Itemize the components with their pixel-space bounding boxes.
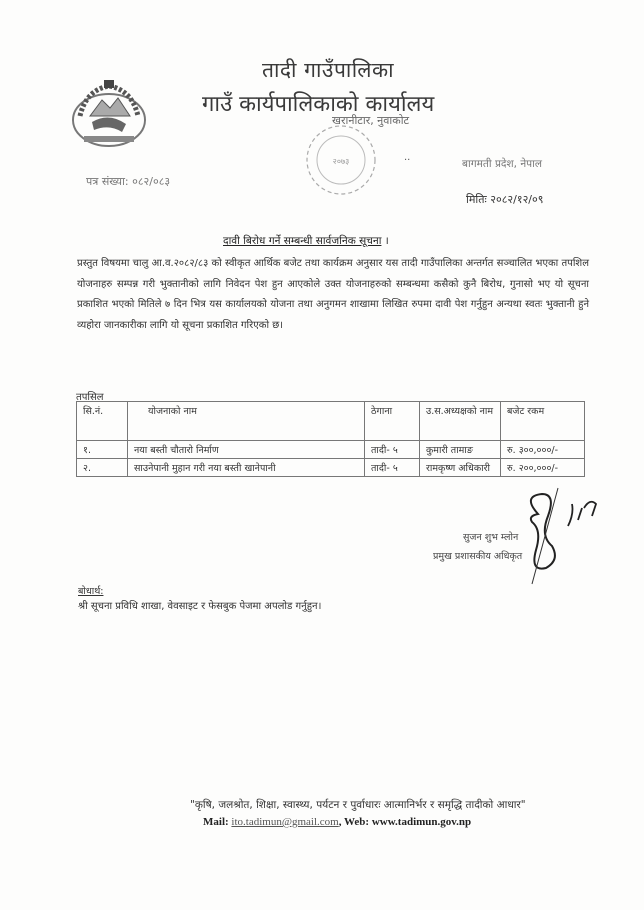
cc-label: बोधार्थ: — [78, 586, 104, 597]
footer-motto: "कृषि, जलश्रोत, शिक्षा, स्वास्थ्य, पर्यटन र पुर्वाधारः आत्मानिर्भर र समृद्धि तादीको आधार" — [190, 799, 526, 811]
signatory-title: प्रमुख प्रशासकीय अधिकृत — [433, 551, 523, 562]
cell-budget: रु. ३००,०००/- — [501, 441, 585, 459]
table-header-row — [77, 402, 585, 441]
cell-chairperson: कुमारी तामाङ — [420, 441, 501, 459]
body-paragraph: प्रस्तुत विषयमा चालु आ.व.२०८२/८३ को स्वीकृत आर्थिक बजेट तथा कार्यक्रम अनुसार यस तादी गाउँपालिका अन्तर्गत सञ्चालित भएका तपशिल योजनाहरु सम्पन्न गरी भुक्तानीको लागि निवेदन पेश हुन आएकोले उक्त योजनाहरुको सम्बन्धमा कसैको कुनै बिरोध, गुनासो भए यो सूचना प्रकाशित भएको मितिले ७ दिन भित्र यस कार्यालयको योजना तथा अनुगमन शाखामा लिखित रुपमा दावी पेश गर्नुहुन अन्यथा स्वतः भुक्तानी हुने व्यहोरा जानकारीका लागि यो सूचना प्रकाशित गरिएको छ। — [77, 258, 589, 331]
subject — [223, 234, 389, 248]
municipality-name: तादी गाउँपालिका — [262, 58, 395, 82]
office-name: गाउँ कार्यपालिकाको कार्यालय — [202, 92, 435, 117]
province: बागमती प्रदेश, नेपाल — [462, 158, 542, 170]
cell-project-name: नया बस्ती चौतारो निर्माण — [128, 441, 365, 459]
table-row — [77, 459, 585, 477]
dots: .. — [404, 152, 411, 163]
subject-text: दावी बिरोध गर्ने सम्बन्धी सार्वजनिक सूचना — [223, 235, 382, 247]
header-address: ठेगाना — [365, 402, 420, 441]
table-row — [77, 441, 585, 459]
header-budget: बजेट रकम — [501, 402, 585, 441]
cell-address: तादी- ५ — [365, 459, 420, 477]
svg-text:२०७३: २०७३ — [332, 157, 350, 166]
cell-sn: २. — [77, 459, 128, 477]
mail-label: Mail: — [203, 816, 232, 828]
signatory-name: सुजन शुभ म्लोन — [463, 532, 519, 543]
project-table — [76, 401, 585, 477]
nepal-emblem-icon — [66, 76, 152, 152]
web-link[interactable]: www.tadimun.gov.np — [371, 816, 472, 828]
header-project-name: योजनाको नाम — [128, 402, 365, 441]
cc-text: श्री सूचना प्रविधि शाखा, वेवसाइट र फेसबुक पेजमा अपलोड गर्नुहुन। — [78, 601, 322, 612]
header-chairperson: उ.स.अध्यक्षको नाम — [420, 402, 501, 441]
office-address: खरानीटार, नुवाकोट — [332, 114, 410, 127]
letter-date: मितिः २०८२/१२/०९ — [466, 193, 544, 206]
cell-chairperson: रामकृष्ण अधिकारी — [420, 459, 501, 477]
subject-end: । — [384, 235, 389, 247]
footer-contact — [203, 816, 471, 828]
cell-address: तादी- ५ — [365, 441, 420, 459]
cell-project-name: साउनेपानी मुहान गरी नया बस्ती खानेपानी — [128, 459, 365, 477]
header-sn: सि.नं. — [77, 402, 128, 441]
signature-icon — [512, 486, 622, 586]
table-caption: तपसिल — [76, 392, 104, 403]
cell-budget: रु. २००,०००/- — [501, 459, 585, 477]
letter-number: पत्र संख्या: ०८२/०८३ — [86, 175, 171, 188]
web-label: , Web: — [338, 816, 372, 828]
office-stamp-icon — [296, 118, 386, 200]
cell-sn: १. — [77, 441, 128, 459]
mail-link[interactable]: ito.tadimun@gmail.com — [231, 816, 339, 828]
